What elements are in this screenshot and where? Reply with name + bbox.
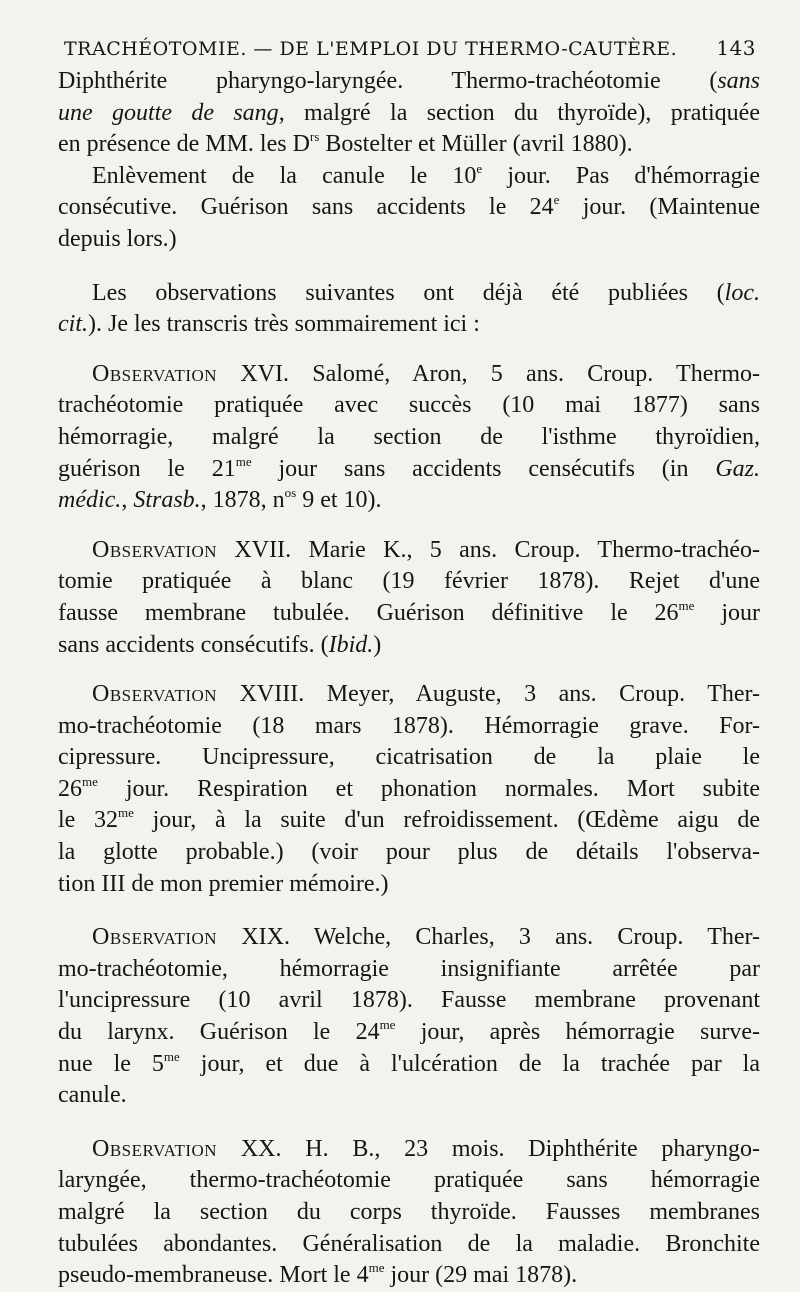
text-line: en présence de MM. les $D^{rs}$ Bostelter et Müller (avril 1880).	[58, 129, 633, 158]
text-line: Observation XIX. Welche, Charles, 3 ans. Croup. Ther-	[92, 924, 761, 951]
text-line: consécutive. Guérison sans accidents le 24e jour. (Maintenue	[58, 192, 760, 221]
running-head	[64, 36, 760, 60]
text-line: mo-trachéotomie (18 mars 1878). Hémorragie grave. For-	[58, 712, 760, 739]
text-line: tion III de mon premier mémoire.)	[58, 870, 389, 897]
observation-label: Observation	[92, 681, 218, 708]
text-line: canule.	[58, 1082, 127, 1109]
text-line: depuis lors.)	[58, 225, 177, 252]
observation-label: Observation	[92, 360, 218, 387]
observation-label: Observation	[92, 1135, 218, 1162]
observation-17	[58, 535, 760, 661]
text-line: médic., Strasb., 1878, $n^{os}$ 9 et 10).	[58, 485, 382, 514]
observation-16	[58, 359, 760, 517]
paragraph-case-continuation	[58, 66, 760, 161]
text-line: tubulées abondantes. Généralisation de la maladie. Bronchite	[58, 1230, 760, 1257]
text-line: tomie pratiquée à blanc (19 février 1878). Rejet d'une	[58, 568, 760, 595]
observation-20	[58, 1134, 760, 1292]
text-line: mo-trachéotomie, hémorragie insignifiante arrêtée par	[58, 955, 760, 982]
text-line: Les observations suivantes ont déjà été publiées (loc.	[92, 279, 760, 306]
text-line: l'uncipressure (10 avril 1878). Fausse membrane provenant	[58, 987, 760, 1014]
text-line: malgré la section du corps thyroïde. Fausses membranes	[58, 1199, 760, 1225]
text-line: du larynx. Guérison le $24^{me}$ jour, après hémorragie surve-	[58, 1017, 760, 1046]
text-line: la glotte probable.) (voir pour plus de détails l'observa-	[58, 839, 760, 866]
observation-18	[58, 679, 760, 900]
observation-19	[58, 922, 760, 1112]
body-text	[58, 66, 760, 1292]
text-line: Diphthérite pharyngo-laryngée. Thermo-trachéotomie (sans	[58, 68, 760, 94]
text-line: Observation XVIII. Meyer, Auguste, 3 ans. Croup. Ther-	[92, 681, 761, 708]
text-line: laryngée, thermo-trachéotomie pratiquée sans hémorragie	[58, 1167, 760, 1194]
text-line: fausse membrane tubulée. Guérison définitive le $26^{me}$ jour	[58, 597, 760, 626]
text-line: Observation XVII. Marie K., 5 ans. Croup. Thermo-trachéo-	[92, 536, 760, 563]
text-line: le $32^{me}$ jour, à la suite d'un refroidissement. (Œdème aigu de	[58, 805, 760, 834]
paragraph-intro-observations	[58, 278, 760, 341]
text-line: Enlèvement de la canule le 10e jour. Pas d'hémorragie	[92, 160, 761, 189]
observation-label: Observation	[92, 924, 218, 951]
text-line: hémorragie, malgré la section de l'isthme thyroïdien,	[58, 423, 760, 450]
text-line: sans accidents consécutifs. (Ibid.)	[58, 631, 382, 658]
paragraph-outcome	[58, 161, 760, 256]
text-line: nue le $5^{me}$ jour, et due à l'ulcération de la trachée par la	[58, 1048, 760, 1077]
text-line: Observation XVI. Salomé, Aron, 5 ans. Croup. Thermo-	[92, 360, 760, 387]
text-line: une goutte de sang, malgré la section du thyroïde), pratiquée	[58, 99, 760, 126]
text-line: guérison le $21^{me}$ jour sans accidents censécutifs (in Gaz.	[58, 453, 760, 482]
observation-label: Observation	[92, 536, 218, 563]
page-number: 143	[716, 36, 756, 60]
running-head-title: TRACHÉOTOMIE. — DE L'EMPLOI DU THERMO-CAUTÈRE.	[64, 38, 678, 60]
text-line: cit.). Je les transcris très sommairement ici :	[58, 311, 480, 338]
text-line: pseudo-membraneuse. Mort le $4^{me}$ jour (29 mai 1878).	[58, 1260, 578, 1289]
text-line: cipressure. Uncipressure, cicatrisation de la plaie le	[58, 744, 760, 771]
text-line: trachéotomie pratiquée avec succès (10 mai 1877) sans	[58, 392, 760, 419]
text-line: Observation XX. H. B., 23 mois. Diphthérite pharyngo-	[92, 1135, 760, 1162]
text-line: $26^{me}$ jour. Respiration et phonation normales. Mort subite	[58, 773, 760, 802]
